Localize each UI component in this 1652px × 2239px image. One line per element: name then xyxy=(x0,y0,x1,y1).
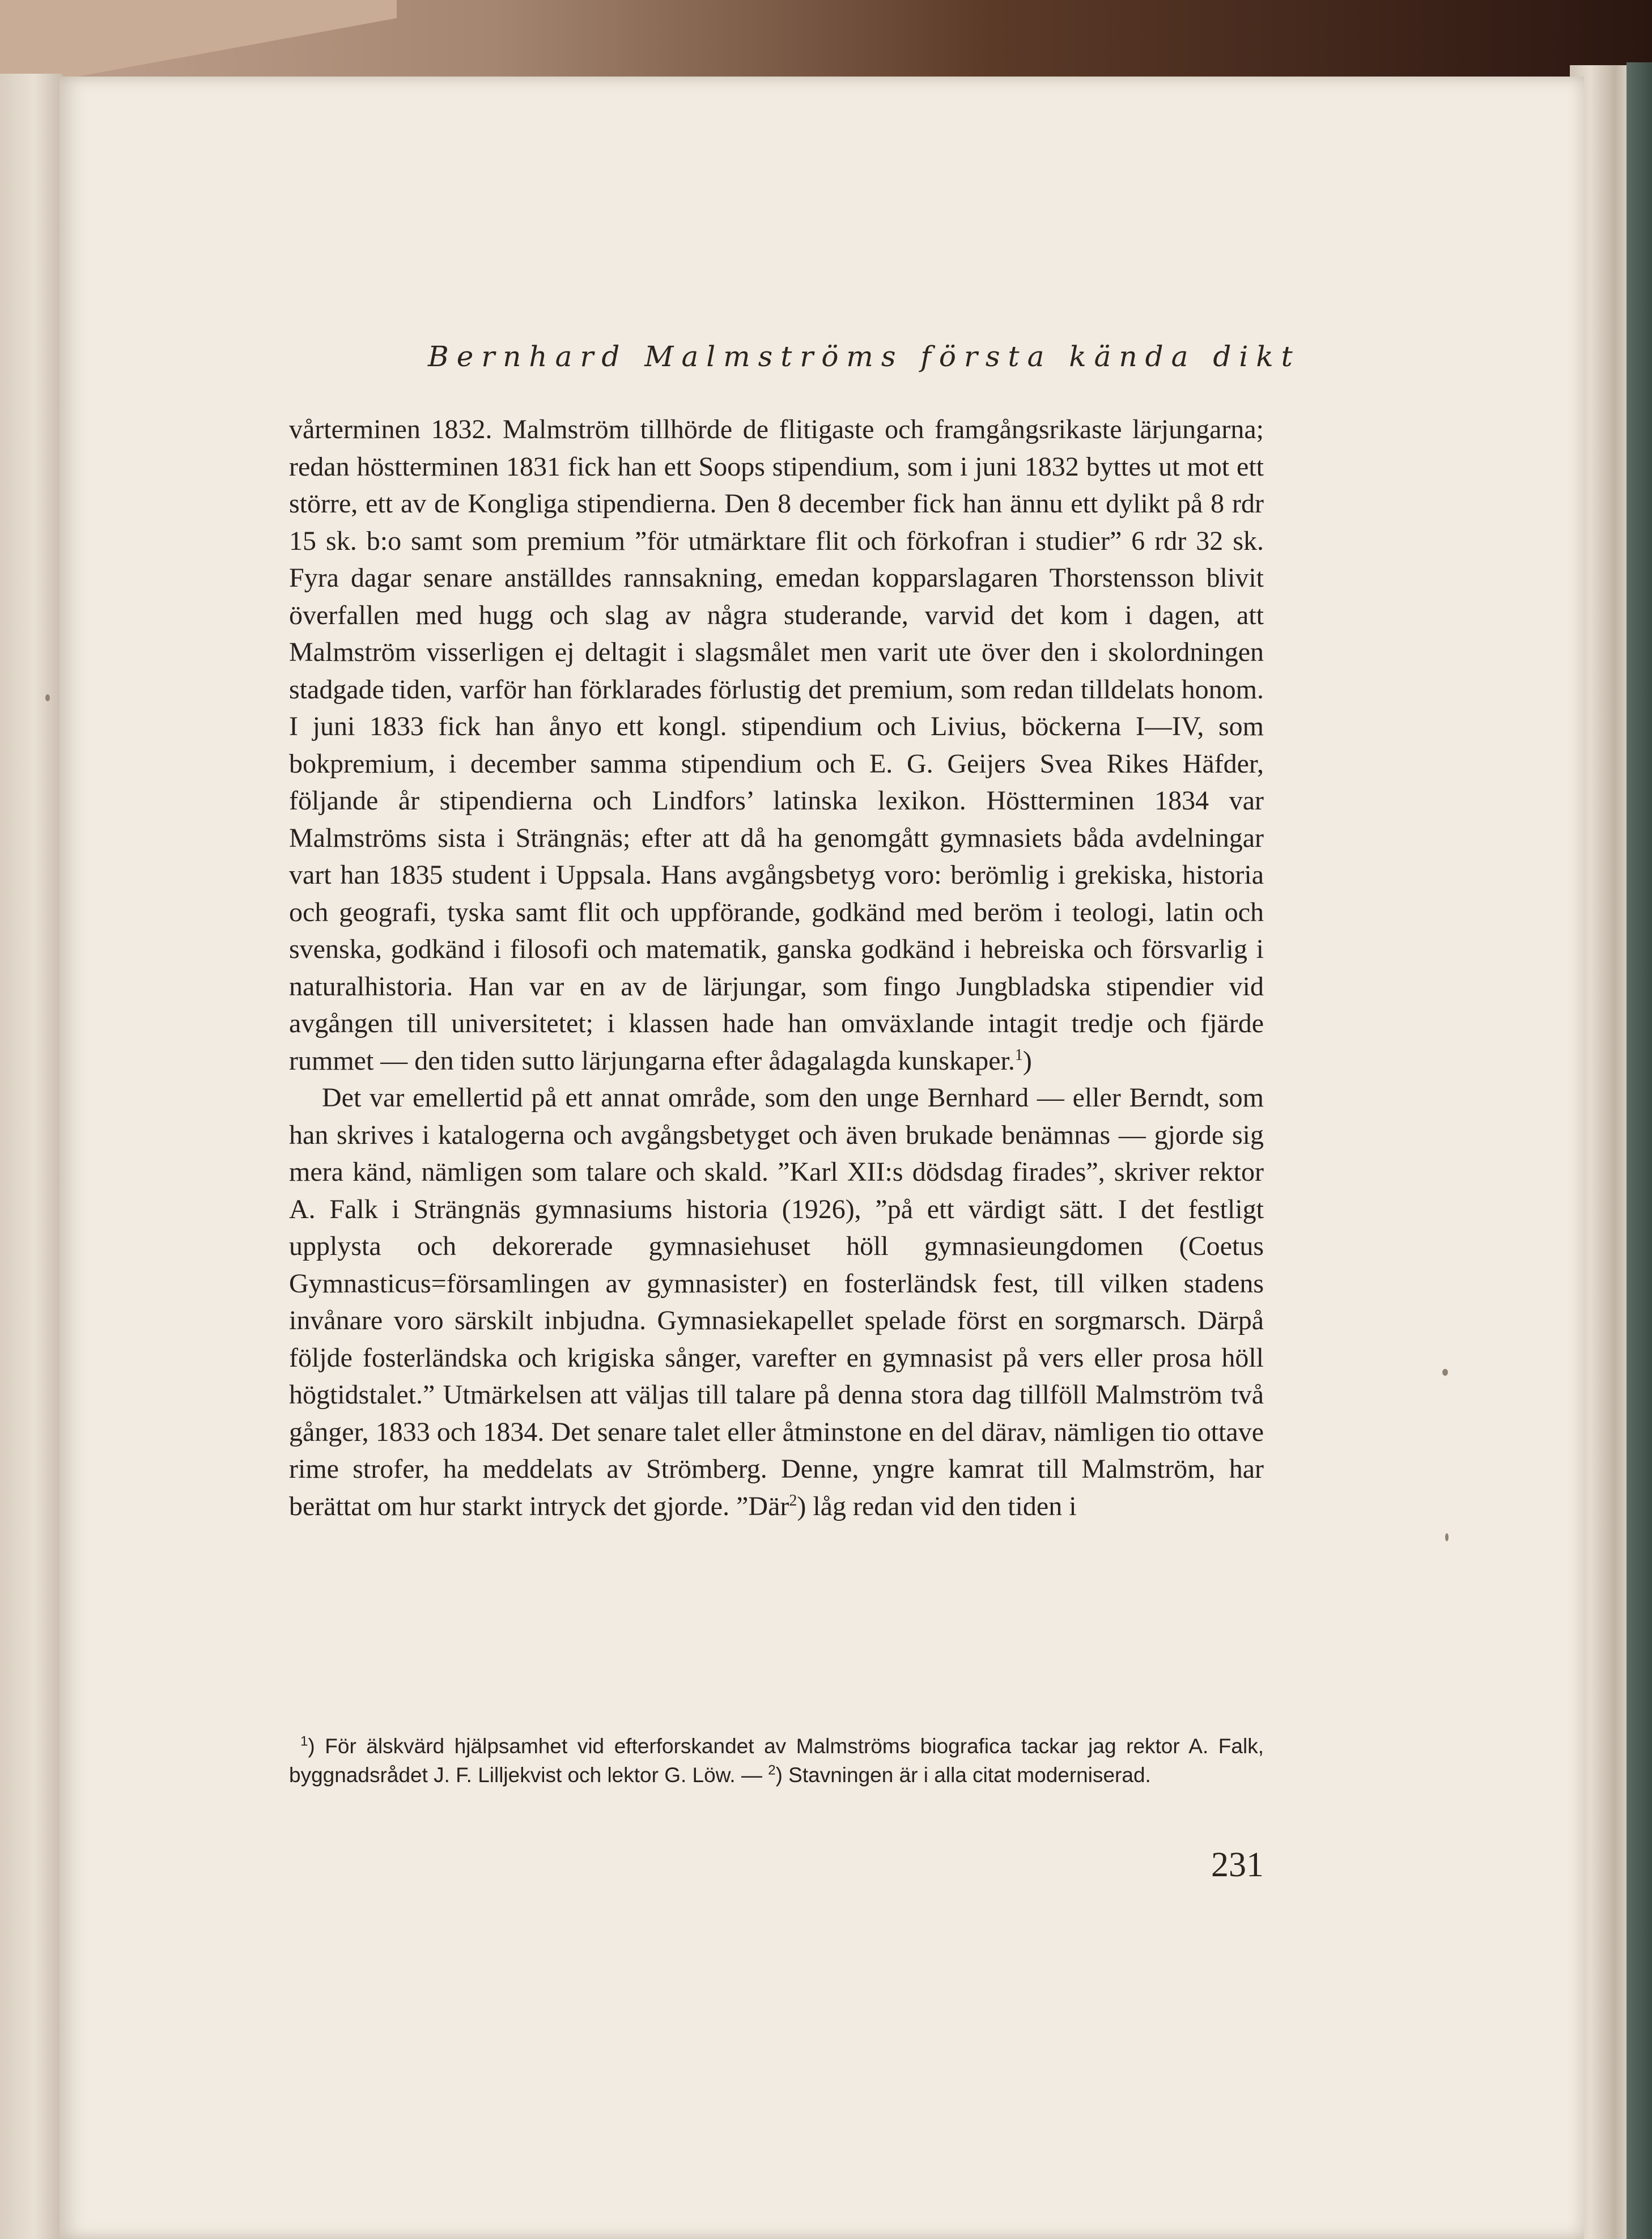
paragraph-1-text: vårterminen 1832. Malmström tillhörde de flitigaste och framgångsrikaste lärjungarna; redan höstterminen 1831 fick han ett Soops stipendium, som i juni 1832 byttes ut mot ett större, ett av de Kongliga stipendierna. Den 8 december fick han ännu ett dylikt på 8 rdr 15 sk. b:o samt som premium ”för utmärktare flit och förkofran i studier” 6 rdr 32 sk. Fyra dagar senare anställdes rannsakning, emedan kopparslagaren Thorstensson blivit överfallen med hugg och slag av några studerande, varvid det kom i dagen, att Malmström visserligen ej deltagit i slagsmålet men varit ute över den i skolordningen stadgade tiden, varför han förklarades förlustig det premium, som redan tilldelats honom. I juni 1833 fick han ånyo ett kongl. stipendium och Livius, böckerna I—IV, som bokpremium, i december samma stipendium och E. G. Geijers Svea Rikes Häfder, följande år stipendierna och Lindfors’ latinska lexikon. Höstterminen 1834 var Malmströms sista i Strängnäs; efter att då ha genomgått gymnasiets båda avdelningar vart han 1835 student i Uppsala. Hans avgångsbetyg voro: berömlig i grekiska, historia och geografi, tyska samt flit och uppförande, godkänd med beröm i teologi, latin och svenska, godkänd i filosofi och matematik, ganska godkänd i hebreiska och försvarlig i naturalhistoria. Han var en av de lärjungar, som fingo Jungbladska stipendier vid avgången till universitetet; i klassen hade han omväxlande intagit tredje och fjärde rummet — den tiden sutto lärjungarna efter ådagalagda kunskaper. xyxy=(289,414,1264,1076)
footnote-marker-2: 2 xyxy=(768,1762,776,1778)
running-head: Bernhard Malmströms första kända dikt xyxy=(428,340,1301,373)
footnote-1-text: ) För älskvärd hjälpsamhet vid efterforskandet av Malmströms biografica tackar jag rektor A. Falk, byggnadsrådet J. F. Lilljekvist och lektor G. Löw. — xyxy=(289,1735,1264,1787)
book-page xyxy=(60,77,1584,2239)
paragraph-2 xyxy=(289,1079,1264,1525)
paper-speck xyxy=(45,694,50,701)
body-text xyxy=(289,411,1264,1525)
paper-speck xyxy=(1442,1369,1448,1376)
left-page-edge xyxy=(0,74,62,2239)
paragraph-1-tail: ) xyxy=(1022,1045,1032,1076)
paragraph-2-tail: ) låg redan vid den tiden i xyxy=(797,1491,1077,1521)
page-number: 231 xyxy=(1211,1846,1264,1884)
footnote-2-text: ) Stavningen är i alla citat moderniserad. xyxy=(775,1763,1151,1787)
footnote-marker-1: 1 xyxy=(300,1733,308,1749)
footnote-ref-2: 2 xyxy=(789,1491,797,1509)
paper-speck xyxy=(1445,1533,1449,1541)
footnote-ref-1: 1 xyxy=(1014,1046,1023,1064)
paragraph-2-text: Det var emellertid på ett annat område, som den unge Bernhard — eller Berndt, som han skrives i katalogerna och avgångsbetyget och även brukade benämnas — gjorde sig mera känd, nämligen som talare och skald. ”Karl XII:s dödsdag firades”, skriver rektor A. Falk i Strängnäs gymnasiums historia (1926), ”på ett värdigt sätt. I det festligt upplysta och dekorerade gymnasiehuset höll gymnasieungdomen (Coetus Gymnasticus=församlingen av gymnasister) en fosterländsk fest, till vilken stadens invånare voro särskilt inbjudna. Gymnasiekapellet spelade först en sorgmarsch. Därpå följde fosterländska och krigiska sånger, varefter en gymnasist på vers eller prosa höll högtidstalet.” Utmärkelsen att väljas till talare på denna stora dag tillföll Malmström två gånger, 1833 och 1834. Det senare talet eller åtminstone en del därav, nämligen tio ottave rime strofer, ha meddelats av Strömberg. Denne, yngre kamrat till Malmström, har berättat om hur starkt intryck det gjorde. ”Där xyxy=(289,1083,1264,1521)
footnotes xyxy=(289,1732,1264,1789)
paragraph-1 xyxy=(289,411,1264,1079)
book-cover-edge xyxy=(1626,62,1652,2239)
footnote-text xyxy=(289,1732,1264,1789)
